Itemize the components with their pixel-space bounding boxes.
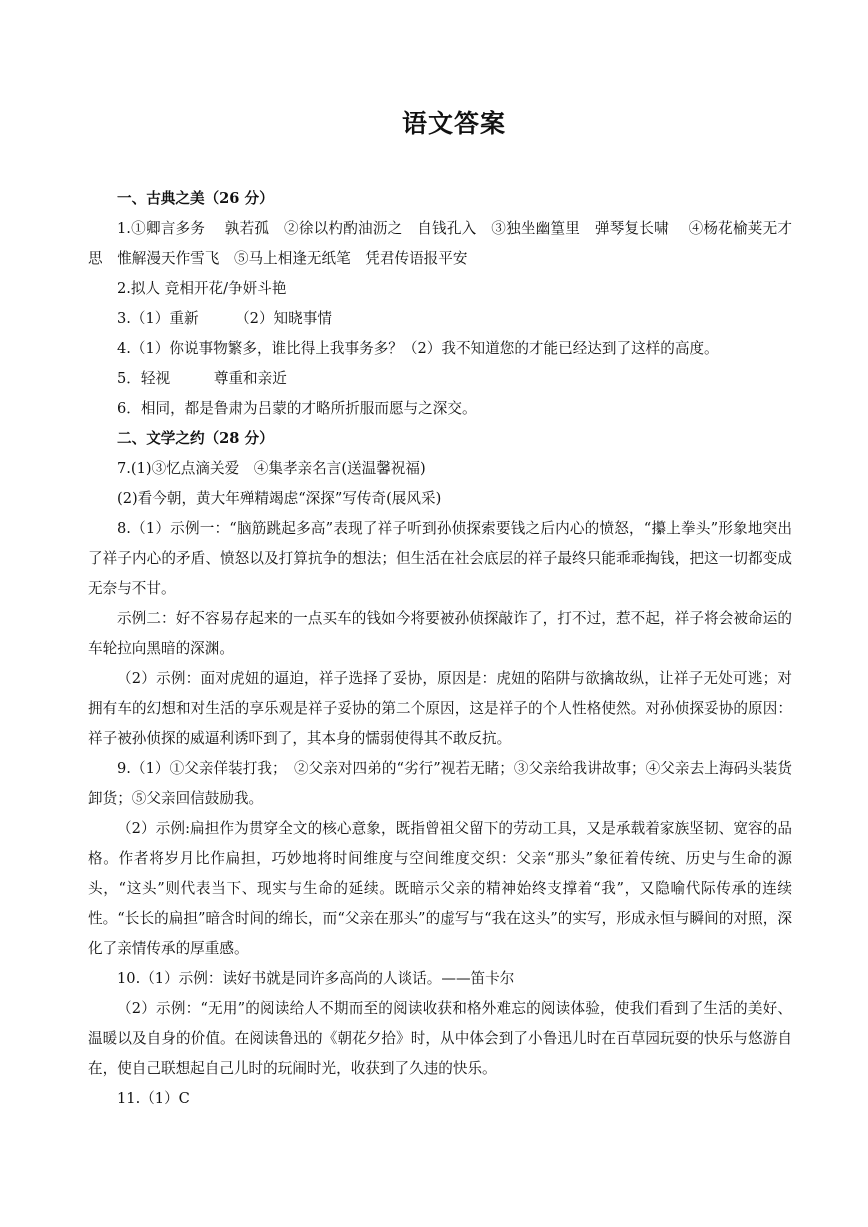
section-heading: 二、文学之约（28 分） (117, 430, 274, 447)
answer-paragraph: 11.（1）C (117, 1090, 190, 1107)
answer-content (88, 184, 792, 1114)
answer-paragraph: 5．轻视 尊重和亲近 (117, 370, 287, 387)
answer-paragraph: 2.拟人 竞相开花/争妍斗艳 (117, 280, 287, 297)
document-title: 语文答案 (401, 109, 506, 138)
answer-paragraph: （2）示例:扁担作为贯穿全文的核心意象，既指曾祖父留下的劳动工具，又是承载着家族坚韧、宽容的品格。作者将岁月比作扁担，巧妙地将时间维度与空间维度交织：父亲“那头”象征着传统、历史与生命的源头，“这头”则代表当下、现实与生命的延续。既暗示父亲的精神始终支撑着“我”，又隐喻代际传承的连续性。“长长的扁担”暗含时间的绵长，而“父亲在那头”的虚写与“我在这头”的实写，形成永恒与瞬间的对照，深化了亲情传承的厚重感。 (88, 820, 792, 957)
section-heading: 一、古典之美（26 分） (117, 190, 274, 207)
answer-paragraph: 示例二：好不容易存起来的一点买车的钱如今将要被孙侦探敲诈了，打不过，惹不起，祥子将会被命运的车轮拉向黑暗的深渊。 (88, 610, 792, 657)
answer-paragraph: 8.（1）示例一：“脑筋跳起多高”表现了祥子听到孙侦探索要钱之后内心的愤怒，“攥上拳头”形象地突出了祥子内心的矛盾、愤怒以及打算抗争的想法；但生活在社会底层的祥子最终只能乖乖掏钱，把这一切都变成无奈与不甘。 (88, 520, 792, 597)
answer-paragraph: 6．相同，都是鲁肃为吕蒙的才略所折服而愿与之深交。 (117, 400, 477, 417)
answer-paragraph: 10.（1）示例：读好书就是同许多高尚的人谈话。——笛卡尔 (117, 970, 515, 987)
answer-paragraph: 4.（1）你说事物繁多，谁比得上我事务多？（2）我不知道您的才能已经达到了这样的高度。 (117, 340, 719, 357)
answer-paragraph: （2）示例：“无用”的阅读给人不期而至的阅读收获和格外难忘的阅读体验，使我们看到了生活的美好、温暖以及自身的价值。在阅读鲁迅的《朝花夕拾》时，从中体会到了小鲁迅儿时在百草园玩耍的快乐与悠游自在，使自己联想起自己儿时的玩闹时光，收获到了久违的快乐。 (88, 1000, 792, 1077)
answer-paragraph: 3.（1）重新 （2）知晓事情 (117, 310, 332, 327)
answer-paragraph: 9.（1）①父亲佯装打我； ②父亲对四弟的“劣行”视若无睹；③父亲给我讲故事；④父亲去上海码头装货卸货；⑤父亲回信鼓励我。 (88, 760, 792, 807)
answer-paragraph: 7.(1)③忆点滴关爱 ④集孝亲名言(送温馨祝福) (117, 460, 426, 477)
answer-paragraph: 1.①卿言多务 孰若孤 ②徐以杓酌油沥之 自钱孔入 ③独坐幽篁里 弹琴复长啸 ④杨花榆荚无才思 惟解漫天作雪飞 ⑤马上相逢无纸笔 凭君传语报平安 (88, 220, 792, 267)
answer-paragraph: （2）示例：面对虎妞的逼迫，祥子选择了妥协，原因是：虎妞的陷阱与欲擒故纵，让祥子无处可逃；对拥有车的幻想和对生活的享乐观是祥子妥协的第二个原因，这是祥子的个人性格使然。对孙侦探妥协的原因：祥子被孙侦探的威逼利诱吓到了，其本身的懦弱使得其不敢反抗。 (88, 670, 792, 747)
answer-paragraph: (2)看今朝，黄大年殚精竭虑“深探”写传奇(展风采) (117, 490, 442, 507)
